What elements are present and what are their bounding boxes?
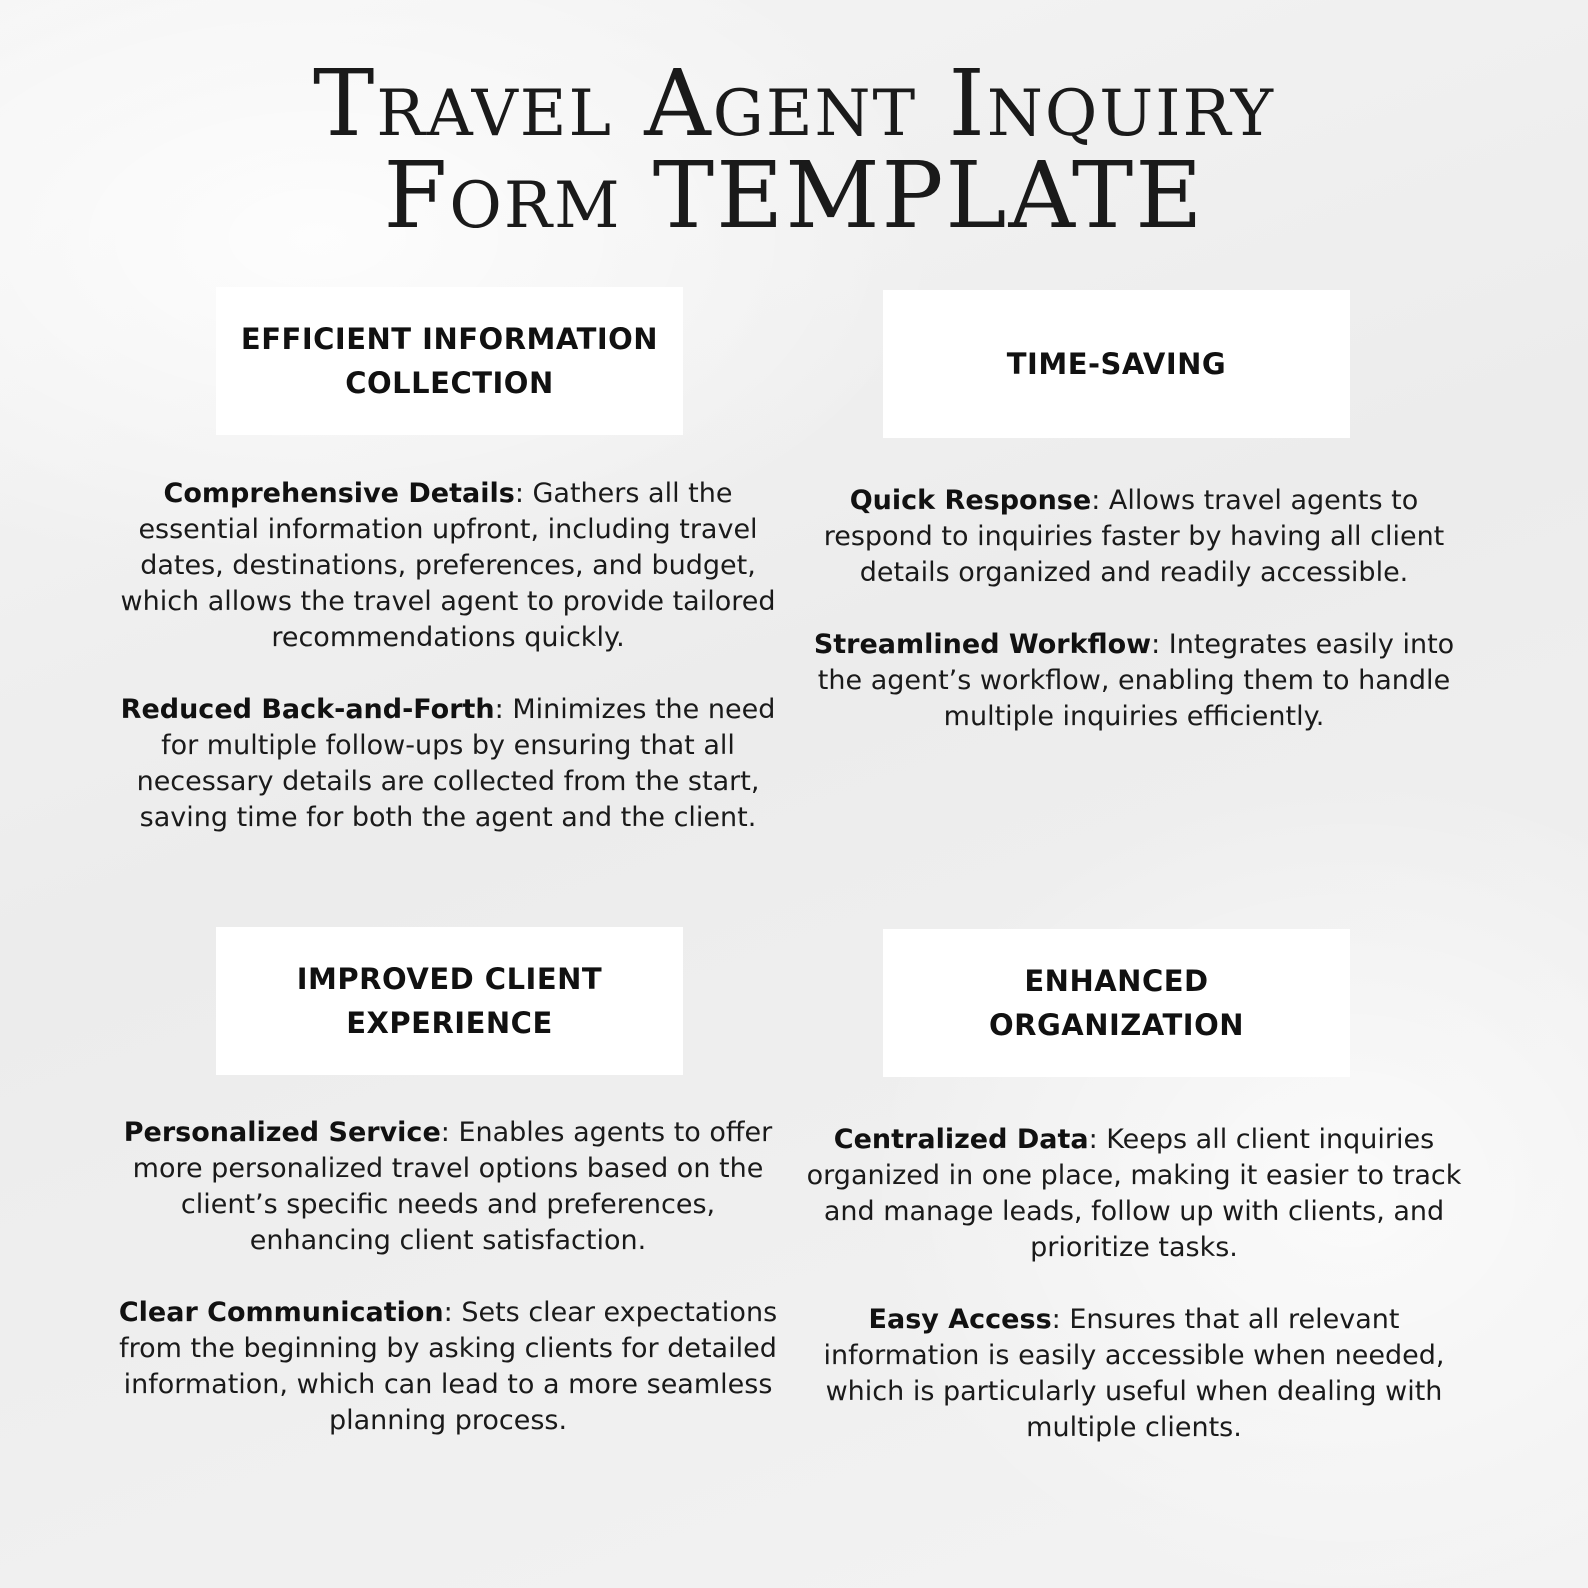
- feature-item: [118, 476, 778, 656]
- section-heading: TIME-SAVING: [1006, 347, 1227, 381]
- feature-description: : Integrates easily into the agent’s workflow, enabling them to handle multiple inquiries efficiently.: [817, 629, 1455, 732]
- feature-item: [804, 483, 1464, 591]
- section-heading: ENHANCED ORGANIZATION: [988, 964, 1244, 1042]
- section-body-enhanced-organization: [804, 1122, 1464, 1446]
- feature-description: : Sets clear expectations from the beginning by asking clients for detailed information, which can lead to a more seamless planning process.: [119, 1297, 778, 1436]
- feature-item: [804, 1122, 1464, 1266]
- section-heading-box-time-saving: [883, 290, 1350, 438]
- feature-description: : Ensures that all relevant information is easily accessible when needed, which is particularly useful when dealing with multiple clients.: [823, 1304, 1445, 1443]
- section-heading-box-improved-client-experience: [216, 927, 683, 1075]
- feature-term: Centralized Data: [833, 1124, 1089, 1155]
- feature-item: [118, 1295, 778, 1439]
- feature-item: [804, 1302, 1464, 1446]
- feature-description: : Allows travel agents to respond to inquiries faster by having all client details organized and readily accessible.: [823, 485, 1445, 588]
- section-body-efficient-information-collection: [118, 476, 778, 836]
- page-title-line-2: Form TEMPLATE: [383, 142, 1205, 249]
- feature-term: Personalized Service: [123, 1117, 441, 1148]
- feature-term: Quick Response: [849, 485, 1092, 516]
- page-title-line-1: Travel Agent Inquiry: [313, 50, 1275, 157]
- feature-term: Clear Communication: [118, 1297, 444, 1328]
- feature-item: [118, 692, 778, 836]
- feature-term: Easy Access: [868, 1304, 1052, 1335]
- feature-term: Streamlined Workflow: [813, 629, 1152, 660]
- feature-item: [804, 627, 1464, 735]
- feature-description: : Keeps all client inquiries organized in one place, making it easier to track and manage leads, follow up with clients, and prioritize tasks.: [806, 1124, 1462, 1263]
- section-heading-box-efficient-information-collection: [216, 287, 683, 435]
- page-title: [0, 50, 1588, 249]
- section-heading: IMPROVED CLIENT EXPERIENCE: [296, 962, 603, 1040]
- feature-description: : Gathers all the essential information upfront, including travel dates, destinations, preferences, and budget, which allows the travel agent to provide tailored recommendations quickly.: [120, 478, 776, 653]
- feature-item: [118, 1115, 778, 1259]
- section-body-time-saving: [804, 483, 1464, 735]
- feature-term: Comprehensive Details: [163, 478, 515, 509]
- feature-term: Reduced Back-and-Forth: [120, 694, 495, 725]
- section-heading: EFFICIENT INFORMATION COLLECTION: [240, 322, 659, 400]
- feature-description: : Enables agents to offer more personalized travel options based on the client’s specific needs and preferences, enhancing client satisfaction.: [132, 1117, 773, 1256]
- section-heading-box-enhanced-organization: [883, 929, 1350, 1077]
- feature-description: : Minimizes the need for multiple follow-ups by ensuring that all necessary details are collected from the start, saving time for both the agent and the client.: [136, 694, 776, 833]
- section-body-improved-client-experience: [118, 1115, 778, 1439]
